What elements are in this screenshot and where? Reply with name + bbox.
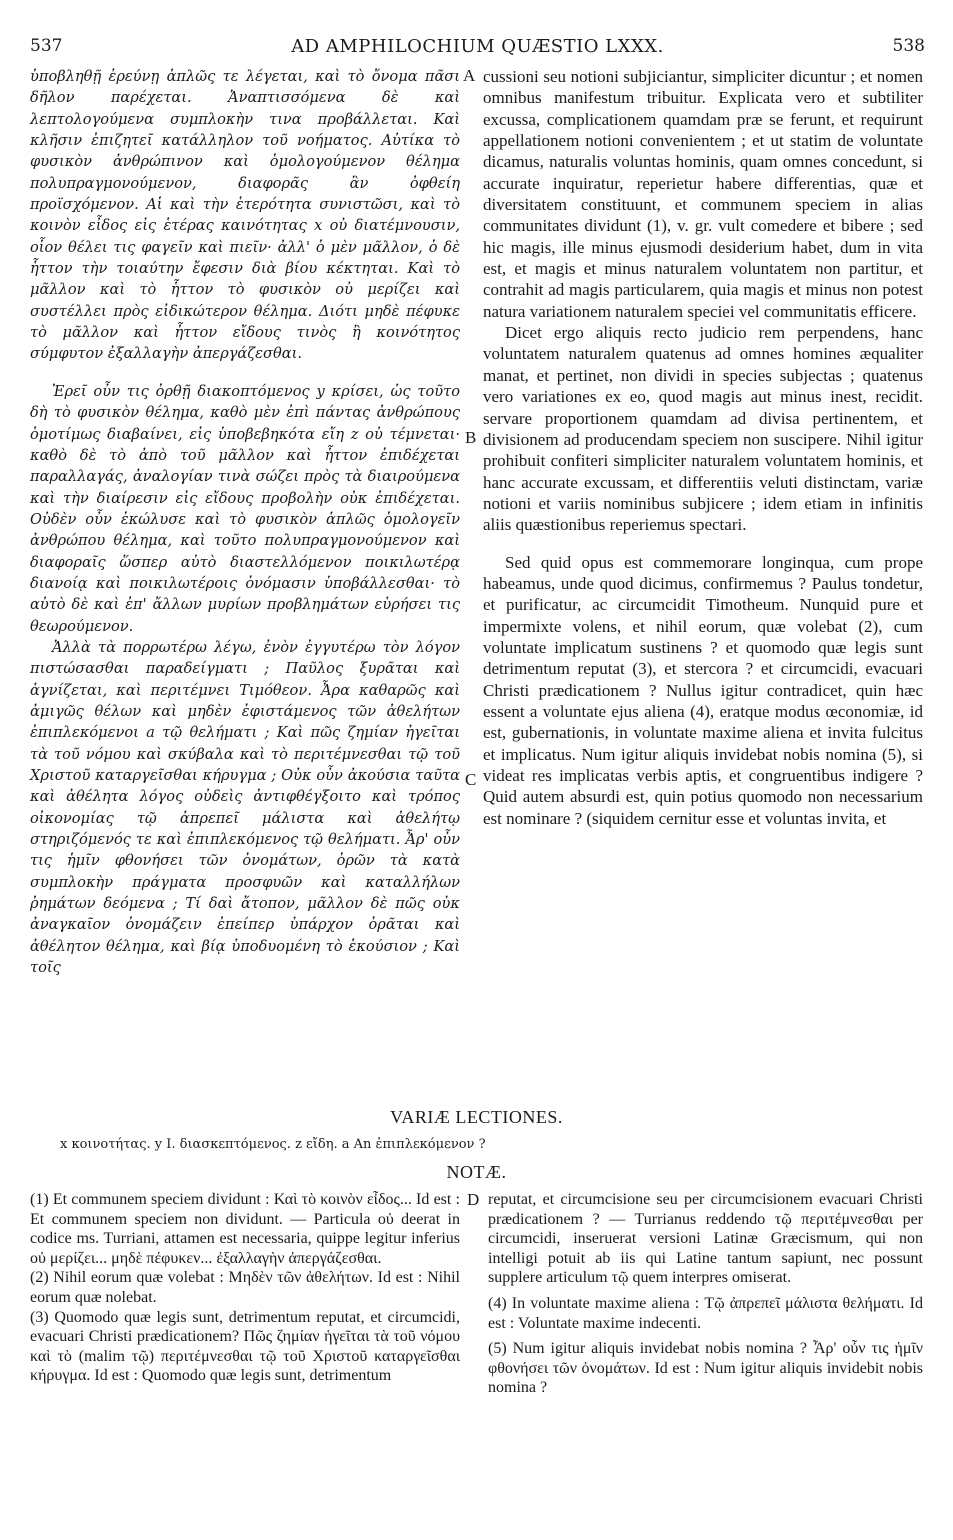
- section-marker-d: D: [467, 1190, 480, 1209]
- section-marker-b: B: [465, 428, 477, 447]
- section-marker-c: C: [465, 770, 477, 789]
- note-4: (4) In voluntate maxime aliena : Τῷ ἀπρεπεῖ μάλιστα θελήματι. Id est : Voluntate maxime indecenti.: [488, 1294, 923, 1332]
- greek-paragraph-2: Ἐρεῖ οὖν τις ὀρθῇ διακοπτόμενος y κρίσει, ὡς τοῦτο δὴ τὸ φυσικὸν θέλημα, καθὸ μὲν ἐπὶ πάντας ἀνθρώπους ὁμοτίμως διαβαίνει, εἰς ὑποβεβηκότα εἴη z οὐ τέμνεται· καθὸ δὲ τὸ ἀπὸ τοῦ μᾶλλον καὶ ἧττον ἐπιδέχεται παραλλαγάς, ἀναλογίαν τινὰ σώζει πρὸς τὰ διαιρούμενα καὶ τὴν διαίρεσιν εἰς εἴδους προβολὴν οὐκ ἐπιδέχεται. Οὐδὲν οὖν ἐκώλυσε καὶ τὸ φυσικὸν ἁπλῶς ὁμολογεῖν ἀνθρώπου θέλημα, καὶ τοῦτο πολυπραγμονούμενον καὶ διαφοραῖς ὥσπερ αὐτὸ διαστελλόμενον ποικιλωτέρᾳ διανοίᾳ καὶ ποικιλωτέροις ὀνόμασιν ὑποβάλλεσθαι· τὸ αὐτὸ δὲ καὶ ἐπ' ἄλλων μυρίων προβλημάτων εὑρήσει τις θεωρούμενον.: [30, 382, 460, 635]
- latin-paragraph-1: cussioni seu notioni subjiciantur, simpliciter dicuntur ; et nomen omnibus manifestum tribuitur. Explicata vero et subtiliter excussa, complicationem quamdam præ se ferunt, et requirunt appellationem notioni convenientem ; et ut statim de voluntate dicamus, naturalis voluntas hominis, quam omnes concedunt, si accurate inquiratur, reperietur habere differentias, quæ et diversitatem constituunt, et communem speciem in alias communitates dividunt (1), v. gr. vult comedere et bibere ; sed hic magis, ille minus ejusmodi desiderium habet, dum in vita est, et magis et minus naturalem voluntatem non partitur, et contrahit ad magis particularem, quia magis et minus non potest natura variationem naturalem speciei vel communitatis efficere.: [483, 67, 923, 321]
- page-number-left: 537: [30, 36, 63, 56]
- latin-paragraph-2: Dicet ergo aliquis recto judicio rem perpendens, hanc voluntatem naturalem quatenus ad omnes homines æqualiter manat, et pertinet, non dividi in species subjectas ; quatenus vero variationes ex eo, quod magis aut minus inest, recidit. servare proportionem quamdam ad divisa pertinentem, et divisionem ad producendam speciem non suscipere. Nihil igitur prohibuit confiteri simpliciter naturalem voluntatem hominis, et hanc accurate excussam, et differentiis veluti distinctam, variæ notioni et variis nominibus subjicere ; idem etiam in infinitis aliis quæstionibus reperiemus spectari.: [483, 323, 923, 535]
- notae-heading: NOTÆ.: [446, 1162, 507, 1182]
- note-5: (5) Num igitur aliquis invidebat nobis nomina ? Ἆρ' οὖν τις ἡμῖν φθονήσει τῶν ὀνομάτων. Id est : Num igitur aliquis invidebit nobis nomina ?: [488, 1340, 923, 1397]
- note-3-continued: reputat, et circumcisione seu per circumcisionem evacuari Christi prædicationem ? — Turrianus reddendo τῷ περιτέμνεσθαι per circumcidi, inseruerat versioni Latinæ Græcismum, qui non intelligi potuit ab iis qui Latine tantum sapiunt, nec possunt supplere articulum τῷ quem interpres omiserat.: [488, 1191, 923, 1287]
- page-number-right: 538: [892, 36, 925, 56]
- notes-right-column: [488, 1190, 923, 1398]
- running-title: AD AMPHILOCHIUM QUÆSTIO LXXX.: [291, 36, 664, 57]
- latin-paragraph-3: Sed quid opus est commemorare longinqua, cum prope habeamus, unde quod dicimus, confirmemus ? Paulus tondetur, et purificatur, ac circumcidit Timotheum. Nunquid pure et impermixte volens, et nihil eorum, quæ volebat (2), cum voluntate implicatum sustinens ? et quomodo quæ legis sunt detrimentum reputat (3), et stercora ? et circumcidi, evacuari Christi prædicationem ? Nullus igitur contradicet, quin hæc essent a voluntate ejus aliena (4), eratque modus œconomiæ, id est, gubernationis, in voluntate maxime aliena et invita fulcitus et implicatus. Num igitur aliquis invidebat nobis nomina (5), si videat res implicatas verbis aptis, et congruentibus indigere ? Quid autem absurdi est, quin potius quomodo non necessarium est nominare ? (siquidem cernitur esse et voluntas invita, et: [483, 552, 923, 828]
- section-marker-a: A: [463, 66, 476, 85]
- variae-lectiones-line: x κοινοτήτας. y I. διασκεπτόμενος. z εἴδη. a An ἐπιπλεκόμενον ?: [60, 1137, 486, 1152]
- greek-column: [30, 66, 460, 978]
- note-3: (3) Quomodo quæ legis sunt, detrimentum reputat, et circumcidi, evacuari Christi prædicationem? Πῶς ζημίαν ἡγεῖται τὰ τοῦ νόμου καὶ τὸ (malim τῷ) περιτέμνεσθαι τῷ τοῦ Χριστοῦ καταργεῖσθαι κήρυγμα. Id est : Quomodo quæ legis sunt, detrimentum: [30, 1308, 460, 1385]
- notes-left-column: [30, 1190, 460, 1386]
- note-1: (1) Et communem speciem dividunt : Καὶ τὸ κοινὸν εἶδος... Id est : Et communem speciem non dividunt. — Particula οὐ deerat in codice ms. Turriani, attamen est necessaria, quippe legitur inferius οὐ μερίζει... μηδὲ πέφυκεν... ἐξαλλαγὴν ἀπεργάζεσθαι.: [30, 1191, 460, 1267]
- note-2: (2) Nihil eorum quæ volebat : Μηδὲν τῶν ἀθελήτων. Id est : Nihil eorum quæ nolebat.: [30, 1269, 460, 1306]
- page-header: [30, 36, 925, 60]
- latin-column: [483, 66, 923, 829]
- greek-paragraph-1: ὑποβληθῇ ἐρεύνῃ ἁπλῶς τε λέγεται, καὶ τὸ ὄνομα πᾶσι δῆλον παρέχεται. Ἀναπτισσόμενα δὲ καὶ λεπτολογούμενα συμπλοκὴν τινα προβάλλεται. Καὶ κλῆσιν ἐπιζητεῖ κατάλληλον τοῦ νοήματος. Αὐτίκα τὸ φυσικὸν ἀνθρώπινον καὶ ὁμολογούμενον θέλημα πολυπραγμονούμενον, διαφορᾶς ἂν ὀφθείη προϊσχόμενον. Αἱ καὶ τὴν ἑτερότητα συνιστῶσι, καὶ τὸ κοινὸν εἶδος εἰς ἑτέρας καινότητας x οὐ διατέμνουσιν, οἷον θέλει τις φαγεῖν καὶ πιεῖν· ἀλλ' ὁ μὲν μᾶλλον, ὁ δὲ ἧττον τὴν τοιαύτην ἔφεσιν διὰ βίου κέκτηται. Καὶ τὸ μᾶλλον καὶ τὸ ἧττον τὸ φυσικὸν οὐ μερίζει καὶ συστέλλει πρὸς εἰδικώτερον θέλημα. Διότι μηδὲ πέφυκε τὸ μᾶλλον καὶ ἧττον εἴδους τινὸς ἢ κοινότητος σύμφυτον ἐξαλλαγὴν ἀπεργάζεσθαι.: [30, 68, 460, 363]
- variae-lectiones-heading: VARIÆ LECTIONES.: [390, 1107, 563, 1127]
- greek-paragraph-3: Ἀλλὰ τὰ πορρωτέρω λέγω, ἐνὸν ἐγγυτέρω τὸν λόγον πιστώσασθαι παραδείγματι ; Παῦλος ξυρᾶται καὶ ἁγνίζεται, καὶ περιτέμνει Τιμόθεον. Ἆρα καθαρῶς καὶ ἀμιγῶς θέλων καὶ μηδὲν ἐφιστάμενος τῶν ἀθελήτων ἐπιπλεκόμενοι a τῷ θελήματι ; Καὶ πῶς ζημίαν ἡγεῖται τὰ τοῦ νόμου καὶ σκύβαλα καὶ τὸ περιτέμνεσθαι τῷ τοῦ Χριστοῦ καταργεῖσθαι κήρυγμα ; Οὐκ οὖν ἀκούσια ταῦτα καὶ ἀθέλητα λόγος οὐδεὶς ἀντιφθέγξοιτο καὶ τρόπος οἰκονομίας τῷ ἀπρεπεῖ μάλιστα καὶ ἀθελήτῳ στηριζόμενός τε καὶ ἐπιπλεκόμενος τῷ θελήματι. Ἆρ' οὖν τις ἡμῖν φθονήσει τῶν ὀνομάτων, ὁρῶν τὰ κατὰ συμπλοκὴν πράγματα προσφυῶν καὶ καταλλήλων ῥημάτων δεόμενα ; Τί δαὶ ἄτοπον, μᾶλλον δὲ πῶς οὐκ ἀναγκαῖον ὀνομάζειν ἐπείπερ ὑπάρχον ὁρᾶται καὶ ἀθέλητον θέλημα, καὶ βίᾳ ὑποδυομένη τὸ ἑκούσιον ; Καὶ τοῖς: [30, 638, 460, 977]
